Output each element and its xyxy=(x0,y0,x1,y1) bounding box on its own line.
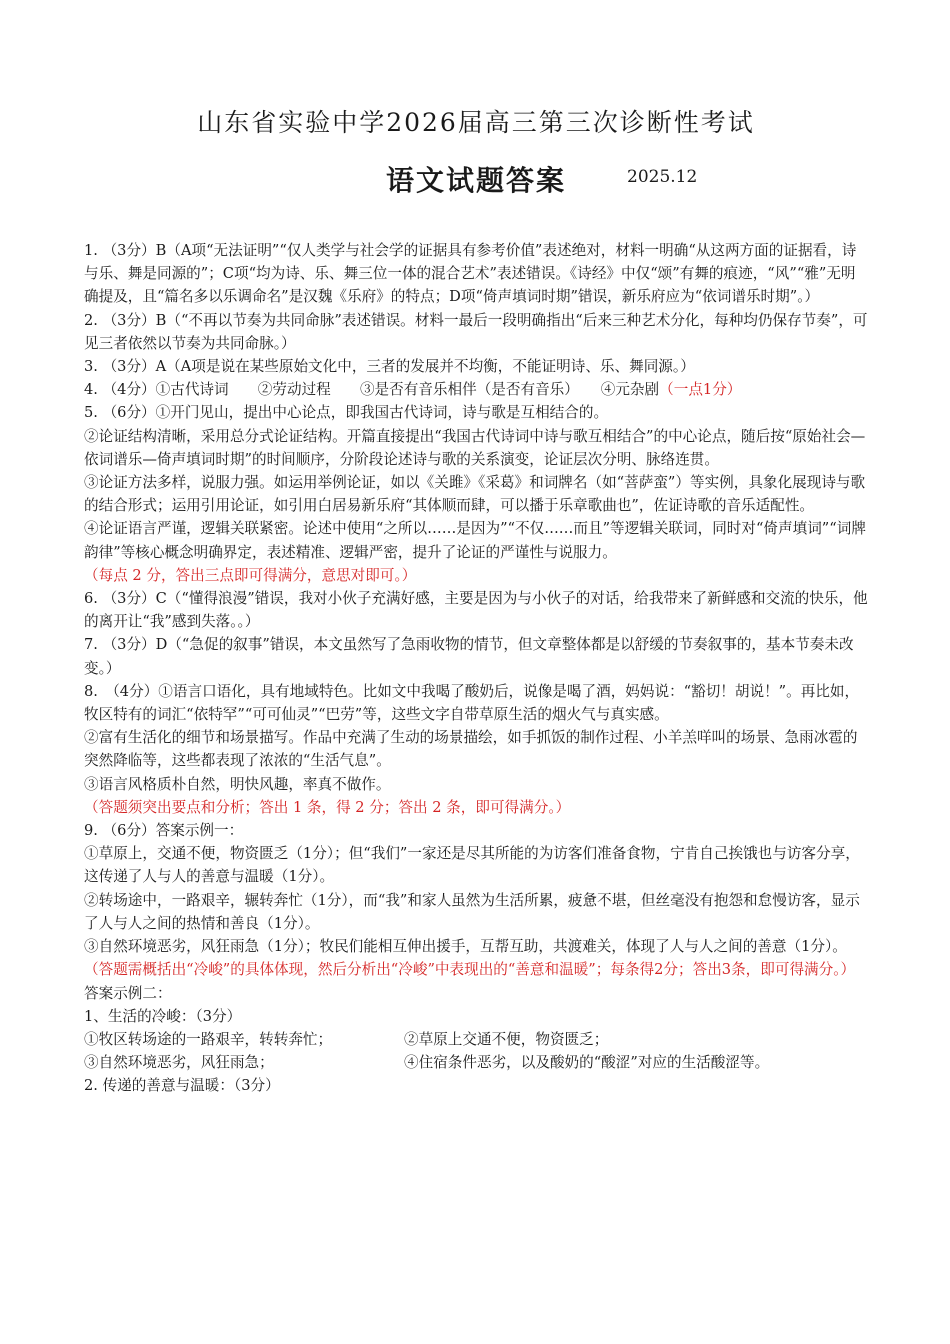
answer-paragraph: ④论证语言严谨，逻辑关联紧密。论述中使用“之所以……是因为”“不仅……而且”等逻辑关联词，同时对“倚声填词”“词牌韵律”等核心概念明确界定，表述精准、逻辑严密，提升了论证的严谨性与说服力。 xyxy=(84,520,866,561)
scoring-note: （每点 2 分，答出三点即可得满分，意思对即可。） xyxy=(84,566,417,584)
answer-paragraph: ③自然环境恶劣，风狂雨急（1分）；牧民们能相互伸出援手，互帮互助，共渡难关，体现了人与人之间的善意（1分）。 xyxy=(84,938,847,956)
answer-paragraph: ③语言风格质朴自然，明快风趣，率真不做作。 xyxy=(84,775,391,793)
answer-paragraph: 2. 传递的善意与温暖：（3分） xyxy=(84,1077,280,1095)
answer-paragraph: 2. （3分）B（“不再以节奏为共同命脉”表述错误。材料一最后一段明确指出“后来三种艺术分化，每种均仍保存节奏”，可见三者依然以节奏为共同命脉。） xyxy=(84,311,868,352)
answer-paragraph: 6. （3分）C（“懂得浪漫”错误，我对小伙子充满好感，主要是因为与小伙子的对话，给我带来了新鲜感和交流的快乐，他的离开让“我”感到失落。。） xyxy=(84,590,868,631)
answer-paragraph: 8. （4分）①语言口语化，具有地域特色。比如文中我喝了酸奶后，说像是喝了酒，妈妈说：“豁切！胡说！”。再比如，牧区特有的词汇“依特罕”“可可仙灵”“巴劳”等，这些文字自带草原生活的烟火气与真实感。 xyxy=(84,682,860,724)
exam-title: 山东省实验中学2026届高三第三次诊断性考试 xyxy=(197,108,755,137)
answer-paragraph: ②富有生活化的细节和场景描写。作品中充满了生动的场景描绘，如手抓饭的制作过程、小羊羔咩叫的场景、急雨冰雹的突然降临等，这些都表现了浓浓的“生活气息”。 xyxy=(84,729,858,770)
answer-paragraph: ①草原上，交通不便，物资匮乏（1分）；但“我们”一家还是尽其所能的为访客们准备食物，宁肯自己挨饿也与访客分享，这传递了人与人的善意与温暖（1分）。 xyxy=(84,845,860,886)
answer-paragraph: 1. （3分）B（A项“无法证明”“仅人类学与社会学的证据具有参考价值”表述绝对，材料一明确“从这两方面的证据看，诗与乐、舞是同源的”；C项“均为诗、乐、舞三位一体的混合艺术”表述错误。《诗经》中仅“颂”有舞的痕迹，“风”“雅”无明确提及，且“篇名多以乐调命名”是汉魏《乐府》的特点；D项“倚声填词时期”错误，新乐府应为“依词谱乐时期”。） xyxy=(84,242,857,306)
answer-item-right: ②草原上交通不便，物资匮乏； xyxy=(404,1030,609,1048)
answer-two-column-row xyxy=(84,1028,868,1051)
exam-date: 2025.12 xyxy=(627,167,698,187)
scoring-note: （答题须突出要点和分析；答出 1 条，得 2 分；答出 2 条，即可得满分。） xyxy=(84,798,571,816)
answer-paragraph: 9. （6分）答案示例一： xyxy=(84,822,244,840)
answer-item-left: ①牧区转场途的一路艰辛，转转奔忙； xyxy=(84,1030,333,1048)
answer-paragraph: 1、生活的冷峻：（3分） xyxy=(84,1007,242,1025)
subtitle-row xyxy=(84,159,868,205)
answer-two-column-row xyxy=(84,1051,868,1074)
scoring-note: （答题需概括出“冷峻”的具体体现，然后分析出“冷峻”中表现出的“善意和温暖”；每条得2分；答出3条，即可得满分。） xyxy=(84,961,856,979)
answer-paragraph: ②转场途中，一路艰辛，辗转奔忙（1分），而“我”和家人虽然为生活所累，疲惫不堪，但丝毫没有抱怨和怠慢访客，显示了人与人之间的热情和善良（1分）。 xyxy=(84,891,860,932)
answer-item-right: ④住宿条件恶劣，以及酸奶的“酸涩”对应的生活酸涩等。 xyxy=(404,1054,770,1072)
answer-item-left: ③自然环境恶劣，风狂雨急； xyxy=(84,1054,274,1072)
answer-paragraph: 答案示例二： xyxy=(84,984,172,1002)
answer-paragraph: 3. （3分）A（A项是说在某些原始文化中，三者的发展并不均衡，不能证明诗、乐、舞同源。） xyxy=(84,358,695,376)
answer-paragraph: 7. （3分）D（“急促的叙事”错误，本文虽然写了急雨收物的情节，但文章整体都是以舒缓的节奏叙事的，基本节奏未改变。） xyxy=(84,636,854,677)
answer-paragraph: ②论证结构清晰，采用总分式论证结构。开篇直接提出“我国古代诗词中诗与歌互相结合”的中心论点，随后按“原始社会—依词谱乐—倚声填词时期”的时间顺序，分阶段论述诗与歌的关系演变，论证层次分明、脉络连贯。 xyxy=(84,427,866,468)
answer-body xyxy=(84,239,868,1098)
answer-paragraph: ③论证方法多样，说服力强。如运用举例论证，如以《关雎》《采葛》和词牌名（如“菩萨蛮”）等实例，具象化展现诗与歌的结合形式；运用引用论证，如引用白居易新乐府“其体顺而肆，可以播于乐章歌曲也”，佐证诗歌的音乐适配性。 xyxy=(84,474,866,515)
document-subtitle: 语文试题答案 xyxy=(385,164,566,197)
scoring-note: （一点1分） xyxy=(659,381,742,399)
answer-paragraph: 4. （4分）①古代诗词 ②劳动过程 ③是否有音乐相伴（是否有音乐） ④元杂剧（一点1分） xyxy=(84,381,742,399)
answer-paragraph: 5. （6分）①开门见山，提出中心论点，即我国古代诗词，诗与歌是互相结合的。 xyxy=(84,404,609,422)
